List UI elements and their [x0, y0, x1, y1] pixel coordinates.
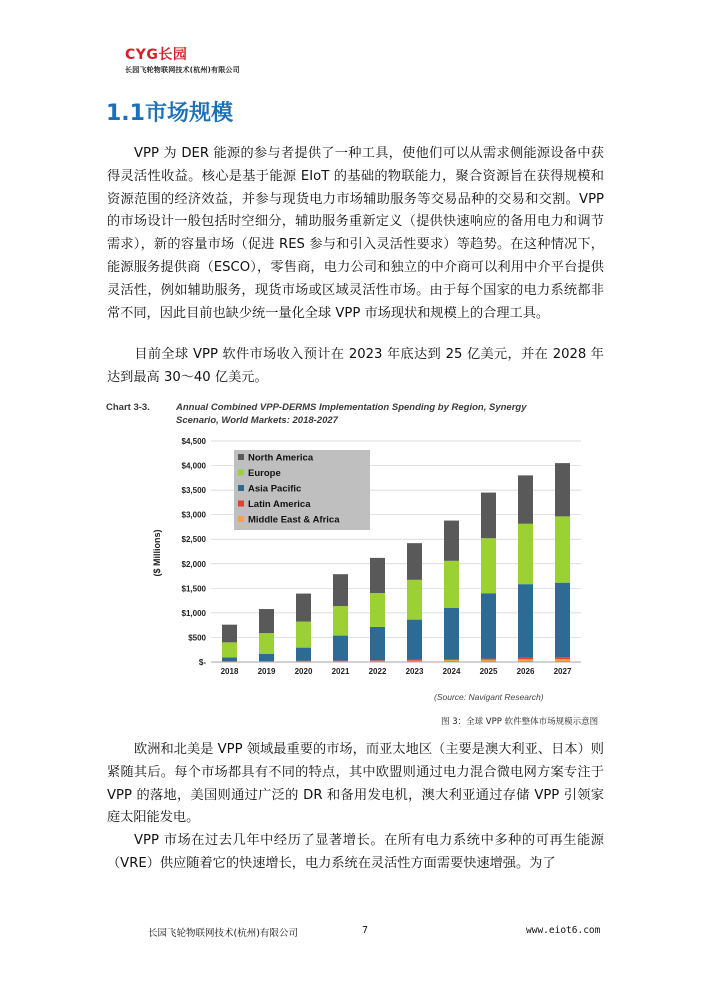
- x-tick-label: 2021: [331, 667, 350, 676]
- footer-company: 长园飞轮物联网技术(杭州)有限公司: [148, 928, 298, 939]
- bar-segment: [370, 660, 385, 661]
- bar-segment: [370, 593, 385, 627]
- bar-segment: [370, 627, 385, 660]
- x-tick-label: 2027: [553, 667, 572, 676]
- y-tick-label: $1,000: [181, 608, 206, 618]
- bar-segment: [222, 657, 237, 661]
- company-logo: [125, 44, 240, 75]
- bar-segment: [259, 609, 274, 633]
- bar-segment: [518, 584, 533, 658]
- y-tick-label: $-: [198, 658, 206, 667]
- paragraph-2: 目前全球 VPP 软件市场收入预计在 2023 年底达到 25 亿美元，并在 2028 年达到最高 30～40 亿美元。: [107, 347, 604, 385]
- bar-segment: [259, 654, 274, 661]
- legend-label: Asia Pacific: [248, 483, 302, 495]
- x-tick-label: 2022: [368, 667, 387, 676]
- chart-title-line2: Scenario, World Markets: 2018-2027: [176, 415, 338, 426]
- x-tick-label: 2023: [405, 667, 424, 676]
- footer-website: www.eiot6.com: [526, 925, 601, 936]
- bar-segment: [555, 463, 570, 516]
- bar-segment: [296, 648, 311, 661]
- bar-segment: [407, 580, 422, 620]
- bar-segment: [333, 636, 348, 661]
- legend-label: Europe: [248, 468, 281, 479]
- bar-segment: [222, 642, 237, 657]
- section-title: 1.1市场规模: [106, 101, 233, 126]
- x-tick-label: 2019: [257, 667, 276, 676]
- bar-segment: [481, 493, 496, 539]
- stacked-bar-chart: [106, 398, 606, 708]
- x-tick-label: 2018: [220, 667, 239, 676]
- bar-segment: [296, 594, 311, 622]
- bar-segment: [222, 625, 237, 643]
- bar-segment: [333, 606, 348, 635]
- y-tick-label: $3,500: [181, 486, 206, 496]
- bar-segment: [370, 558, 385, 593]
- x-tick-label: 2026: [516, 667, 535, 676]
- y-tick-label: $2,000: [181, 559, 206, 569]
- bar-segment: [444, 608, 459, 659]
- footer-page-number: 7: [362, 925, 369, 936]
- bar-segment: [481, 593, 496, 658]
- bar-segment: [518, 658, 533, 659]
- x-tick-label: 2020: [294, 667, 313, 676]
- y-axis-label: ($ Millions): [152, 529, 162, 577]
- bar-segment: [259, 633, 274, 654]
- bar-segment: [518, 659, 533, 662]
- bar-segment: [481, 659, 496, 660]
- y-tick-label: $4,500: [181, 437, 206, 446]
- bar-segment: [407, 660, 422, 661]
- y-tick-label: $2,500: [181, 535, 206, 545]
- bar-segment: [555, 583, 570, 658]
- x-tick-label: 2025: [479, 667, 498, 676]
- bar-segment: [444, 521, 459, 561]
- y-tick-label: $1,500: [181, 584, 206, 594]
- chart-label: Chart 3-3.: [106, 402, 150, 413]
- bar-segment: [444, 561, 459, 608]
- bar-segment: [407, 543, 422, 580]
- y-tick-label: $500: [188, 633, 206, 643]
- bar-segment: [444, 659, 459, 660]
- paragraph-4: VPP 市场在过去几年中经历了显著增长。在所有电力系统中多种的可再生能源（VRE）供应随着它的快速增长，电力系统在灵活性方面需要快速增强。为了: [107, 833, 604, 871]
- logo-company-name: 长园飞轮物联网技术(杭州)有限公司: [125, 66, 240, 74]
- legend-swatch: [238, 454, 244, 460]
- legend-swatch: [238, 516, 244, 522]
- paragraph-1: VPP 为 DER 能源的参与者提供了一种工具，使他们可以从需求侧能源设备中获得灵活性收益。核心是基于能源 EIoT 的基础的物联能力，聚合资源旨在获得规模和资源范围的经济效益，并参与现货电力市场辅助服务等交易品种的交易和交割。VPP 的市场设计一般包括时空细分，辅助服务重新定义（提供快速响应的备用电力和调节需求），新的容量市场（促进 RES 参与和引入灵活性要求）等趋势。在这种情况下，能源服务提供商（ESCO），零售商，电力公司和独立的中介商可以利用中介平台提供灵活性，例如辅助服务，现货市场或区域灵活性市场。由于每个国家的电力系统都非常不同，因此目前也缺少统一量化全球 VPP 市场现状和规模上的合理工具。: [107, 146, 604, 321]
- legend-swatch: [238, 470, 244, 476]
- legend-swatch: [238, 501, 244, 507]
- y-tick-label: $4,000: [181, 461, 206, 471]
- bar-segment: [555, 516, 570, 582]
- x-tick-label: 2024: [442, 667, 461, 676]
- bar-segment: [555, 657, 570, 659]
- logo-wordmark: CYG长园: [125, 47, 188, 63]
- legend-swatch: [238, 485, 244, 491]
- bar-segment: [407, 620, 422, 660]
- bar-segment: [296, 622, 311, 648]
- legend-label: Latin America: [248, 499, 311, 510]
- bar-segment: [555, 659, 570, 662]
- chart-title-line1: Annual Combined VPP-DERMS Implementation Spending by Region, Synergy: [176, 402, 527, 413]
- bar-segment: [481, 538, 496, 593]
- bar-segment: [518, 524, 533, 584]
- chart-source: (Source: Navigant Research): [434, 692, 544, 702]
- figure-caption: 图 3：全球 VPP 软件整体市场规模示意图: [441, 717, 599, 727]
- bar-segment: [518, 475, 533, 523]
- legend-label: North America: [248, 452, 314, 464]
- paragraph-3: 欧洲和北美是 VPP 领域最重要的市场，而亚太地区（主要是澳大利亚、日本）则紧随其后。每个市场都具有不同的特点，其中欧盟则通过电力混合微电网方案专注于 VPP 的落地，美国则通过广泛的 DR 和备用发电机，澳大利亚通过存储 VPP 引领家庭太阳能发电。: [107, 742, 604, 826]
- bar-segment: [333, 574, 348, 606]
- legend-label: Middle East & Africa: [248, 514, 340, 526]
- y-tick-label: $3,000: [181, 510, 206, 520]
